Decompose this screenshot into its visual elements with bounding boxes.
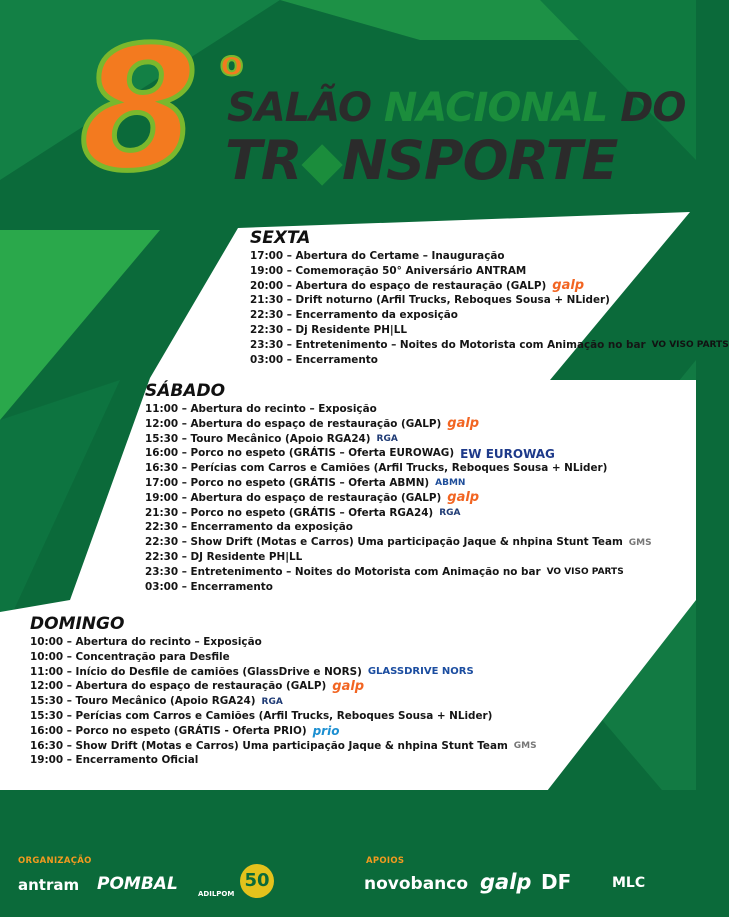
support-label: APOIOS bbox=[366, 856, 405, 866]
schedule-row bbox=[250, 264, 729, 279]
sponsor-logo: VO VISO PARTS bbox=[651, 340, 729, 351]
schedule-text: 19:00 – Abertura do espaço de restauração (GALP) bbox=[145, 491, 442, 504]
sponsor-logo: galp bbox=[552, 277, 585, 293]
pombal-logo: POMBAL bbox=[97, 874, 178, 894]
schedule-text: 21:30 – Drift noturno (Arfil Trucks, Reboques Sousa + NLider) bbox=[250, 294, 610, 307]
day-title: SEXTA bbox=[250, 228, 311, 248]
title-line-2: TR◆NSPORTE bbox=[225, 129, 618, 192]
antram-logo: antram bbox=[18, 876, 80, 894]
sponsor-logo: GMS bbox=[513, 740, 537, 751]
day-title: DOMINGO bbox=[30, 614, 125, 634]
schedule-row bbox=[145, 580, 652, 595]
schedule-text: 23:30 – Entretenimento – Noites do Motorista com Animação no bar bbox=[250, 338, 646, 351]
schedule-row bbox=[30, 709, 537, 724]
schedule-text: 15:30 – Perícias com Carros e Camiões (Arfil Trucks, Reboques Sousa + NLider) bbox=[30, 709, 493, 722]
schedule-text: 11:00 – Abertura do recinto – Exposição bbox=[145, 403, 377, 415]
schedule-row bbox=[30, 679, 537, 694]
schedule-row bbox=[30, 635, 537, 650]
schedule-text: 17:00 – Abertura do Certame – Inauguração bbox=[250, 250, 505, 262]
schedule-text: 16:00 – Porco no espeto (GRÁTIS – Oferta EUROWAG) bbox=[145, 447, 455, 460]
df-logo: DF bbox=[541, 870, 572, 894]
schedule-row bbox=[145, 520, 652, 535]
schedule-row bbox=[30, 753, 537, 768]
sponsor-logo: VO VISO PARTS bbox=[546, 567, 624, 578]
edition-number: 8 bbox=[80, 11, 193, 209]
schedule-text: 20:00 – Abertura do espaço de restauração (GALP) bbox=[250, 279, 547, 292]
schedule-text: 22:30 – Encerramento da exposição bbox=[145, 521, 353, 534]
schedule-row bbox=[145, 432, 652, 447]
schedule-text: 10:00 – Abertura do recinto – Exposição bbox=[30, 636, 262, 648]
schedule-row bbox=[250, 308, 729, 323]
title-line-1: SALÃO NACIONAL DO bbox=[227, 85, 686, 131]
schedule-text: 12:00 – Abertura do espaço de restauração (GALP) bbox=[30, 680, 327, 693]
schedule-row bbox=[145, 491, 652, 506]
schedule-row bbox=[30, 665, 537, 680]
sponsor-logo: RGA bbox=[439, 507, 461, 518]
schedule-text: 11:00 – Início do Desfile de camiões (GlassDrive e NORS) bbox=[30, 665, 362, 678]
schedule-row bbox=[145, 417, 652, 432]
schedule-text: 03:00 – Encerramento bbox=[145, 580, 273, 593]
schedule-text: 22:30 – Show Drift (Motas e Carros) Uma participação Jaque & nhpina Stunt Team bbox=[145, 536, 623, 549]
organization-label: ORGANIZAÇÃO bbox=[18, 856, 92, 866]
schedule-text: 23:30 – Entretenimento – Noites do Motorista com Animação no bar bbox=[145, 565, 541, 578]
sponsor-logo: RGA bbox=[261, 696, 283, 707]
edition-ordinal: o bbox=[220, 44, 244, 84]
schedule-text: 16:30 – Show Drift (Motas e Carros) Uma participação Jaque & nhpina Stunt Team bbox=[30, 739, 508, 752]
event-title bbox=[80, 11, 686, 209]
schedule-row bbox=[30, 650, 537, 665]
day-sexta bbox=[250, 228, 729, 367]
schedule-row bbox=[30, 739, 537, 754]
schedule-text: 17:00 – Porco no espeto (GRÁTIS – Oferta ABMN) bbox=[145, 476, 430, 489]
schedule-row bbox=[30, 694, 537, 709]
schedule-text: 16:30 – Perícias com Carros e Camiões (Arfil Trucks, Reboques Sousa + NLider) bbox=[145, 462, 608, 475]
galp-logo: galp bbox=[480, 870, 532, 894]
schedule-row bbox=[250, 323, 729, 338]
schedule-text: 15:30 – Touro Mecânico (Apoio RGA24) bbox=[30, 695, 256, 708]
schedule-text: 15:30 – Touro Mecânico (Apoio RGA24) bbox=[145, 432, 371, 445]
sponsor-logo: RGA bbox=[376, 433, 398, 444]
schedule-text: 22:30 – Encerramento da exposição bbox=[250, 309, 458, 322]
schedule-row bbox=[250, 353, 729, 368]
schedule-text: 16:00 – Porco no espeto (GRÁTIS - Oferta PRIO) bbox=[30, 724, 307, 737]
schedule-text: 10:00 – Concentração para Desfile bbox=[30, 650, 230, 663]
sponsor-logo: GMS bbox=[628, 537, 652, 548]
mlc-logo: MLC bbox=[612, 875, 646, 891]
schedule-row bbox=[30, 724, 537, 739]
sponsor-logo: ABMN bbox=[435, 478, 466, 489]
schedule-row bbox=[250, 293, 729, 308]
schedule-text: 19:00 – Encerramento Oficial bbox=[30, 754, 199, 767]
sponsor-logo: prio bbox=[312, 724, 340, 739]
schedule-row bbox=[250, 338, 729, 353]
schedule-row bbox=[145, 476, 652, 491]
sponsor-logo: GLASSDRIVE NORS bbox=[367, 665, 474, 677]
sponsor-logo: galp bbox=[332, 678, 365, 694]
schedule-row bbox=[250, 249, 729, 264]
antram-50-logo: 50 bbox=[240, 864, 274, 898]
schedule-row bbox=[145, 402, 652, 417]
schedule-text: 12:00 – Abertura do espaço de restauração (GALP) bbox=[145, 417, 442, 430]
schedule-row bbox=[145, 461, 652, 476]
schedule-text: 22:30 – Dj Residente PH|LL bbox=[250, 323, 407, 336]
schedule-row bbox=[250, 279, 729, 294]
adilpom-logo: ADILPOM bbox=[198, 890, 235, 898]
schedule-row bbox=[145, 446, 652, 461]
schedule-text: 22:30 – DJ Residente PH|LL bbox=[145, 550, 303, 563]
schedule-row bbox=[145, 550, 652, 565]
schedule-row bbox=[145, 535, 652, 550]
schedule-row bbox=[145, 506, 652, 521]
day-title: SÁBADO bbox=[145, 381, 226, 401]
novobanco-logo: novobanco bbox=[364, 874, 469, 894]
day-domingo bbox=[30, 614, 537, 768]
sponsor-logo: EW EUROWAG bbox=[460, 446, 555, 461]
schedule-row bbox=[145, 565, 652, 580]
sponsor-logo: galp bbox=[447, 416, 480, 432]
schedule-text: 21:30 – Porco no espeto (GRÁTIS – Oferta RGA24) bbox=[145, 506, 434, 519]
footer bbox=[0, 840, 696, 917]
sponsor-logo: galp bbox=[447, 490, 480, 506]
day-sabado bbox=[145, 381, 652, 594]
schedule-text: 19:00 – Comemoração 50° Aniversário ANTRAM bbox=[250, 264, 527, 277]
schedule-text: 03:00 – Encerramento bbox=[250, 353, 378, 366]
